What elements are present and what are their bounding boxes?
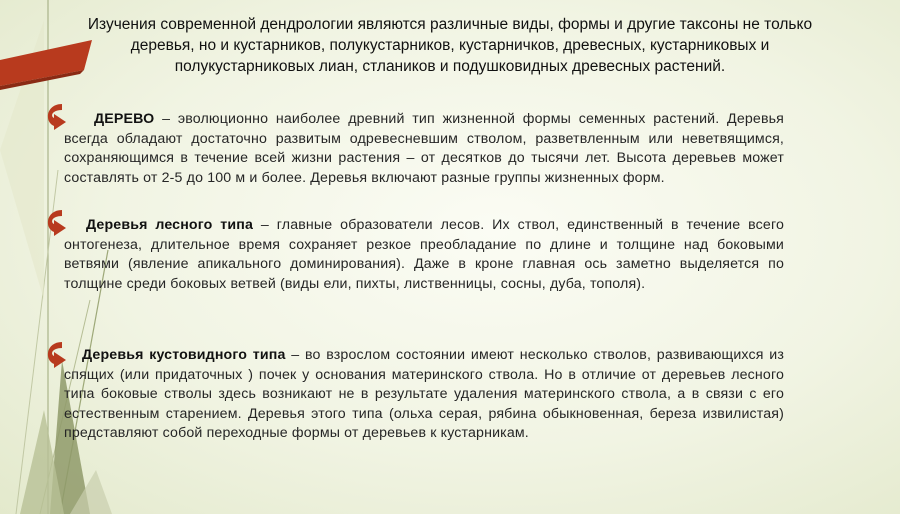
paragraph-forest-trees [64, 216, 784, 294]
text-forest-trees: – главные образователи лесов. Их ствол, единственный в течение всего онтогенеза, длительное время сохраняет резкое преобладание по длине и толщине над боковыми ветвями (явление апикального доминирования). Даже в кроне главная ось заметно выделяется по толщине среди боковых ветвей (виды ели, пихты, лиственницы, сосны, дуба, тополя). [64, 217, 784, 292]
term-forest-trees: Деревья лесного типа [86, 217, 254, 233]
paragraph-tree [64, 110, 784, 188]
term-tree: ДЕРЕВО [94, 111, 155, 127]
text-tree: – эволюционно наиболее древний тип жизненной формы семенных растений. Деревья всегда обладают достаточно развитым одревесневшим стволом, разветвленным или неветвящимся, сохраняющимся в течение всей жизни растения – от десятков до тысячи лет. Высота деревьев может составлять от 2-5 до 100 м и более. Деревья включают разные группы жизненных форм. [64, 111, 784, 186]
term-bushy-trees: Деревья кустовидного типа [82, 347, 286, 363]
text-bushy-trees: – во взрослом состоянии имеют несколько стволов, развивающихся из спящих (или придаточных ) почек у основания материнского ствола. Но в отличие от деревьев лесного типа боковые стволы здесь возникают не в результате удаления материнского ствола, а в связи с его естественным старением. Деревья этого типа (ольха серая, рябина обыкновенная, береза извилистая) представляют собой переходные формы от деревьев к кустарникам. [64, 347, 784, 442]
slide-title: Изучения современной дендрологии являются различные виды, формы и другие таксоны не только деревья, но и кустарников, полукустарников, кустарничков, древесных, кустарниковых и полукустарниковых лиан, стлаников и подушковидных древесных растений. [87, 16, 813, 75]
paragraph-bushy-trees [64, 346, 784, 444]
